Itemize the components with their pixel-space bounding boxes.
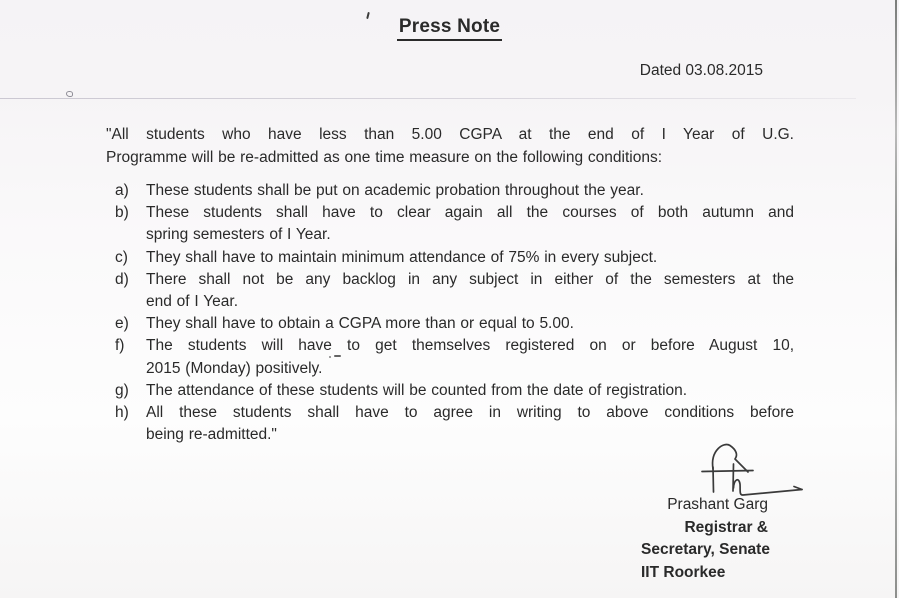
scan-artifact-page-edge <box>895 0 897 598</box>
condition-text <box>146 202 794 246</box>
conditions-list <box>115 180 794 446</box>
intro-line-1: "All students who have less than 5.00 CGPA at the end of I Year of U.G. <box>106 126 794 143</box>
condition-item-b <box>115 202 794 246</box>
condition-label: d) <box>115 270 129 288</box>
intro-paragraph <box>106 124 794 169</box>
condition-item-d <box>115 269 794 313</box>
condition-text <box>146 247 794 269</box>
condition-label: f) <box>115 337 125 355</box>
scan-artifact-speck <box>66 91 73 97</box>
condition-item-c <box>115 247 794 269</box>
condition-label: a) <box>115 182 129 199</box>
signature-scribble <box>690 438 810 500</box>
condition-label: c) <box>115 248 128 266</box>
condition-label: h) <box>115 404 129 422</box>
condition-line: The students will have to get themselves registered on or before August 10, <box>146 337 794 355</box>
condition-line: The attendance of these students will be counted from the date of registration. <box>146 381 688 399</box>
condition-text <box>146 269 794 313</box>
signatory-block <box>641 494 768 584</box>
condition-line: They shall have to maintain minimum attendance of 75% in every subject. <box>146 248 658 266</box>
document-title: Press Note <box>397 16 502 41</box>
condition-line: end of I Year. <box>146 293 239 311</box>
condition-item-a <box>115 180 794 202</box>
condition-text <box>146 180 794 202</box>
condition-item-g <box>115 380 794 402</box>
condition-label: b) <box>115 204 129 222</box>
condition-line: They shall have to obtain a CGPA more than or equal to 5.00. <box>146 315 574 333</box>
condition-line: These students shall be put on academic probation throughout the year. <box>146 182 644 199</box>
condition-item-f <box>115 335 794 379</box>
scan-artifact-horizontal-line <box>0 98 856 99</box>
condition-line: 2015 (Monday) positively. <box>146 359 323 377</box>
date-line: Dated 03.08.2015 <box>639 62 763 79</box>
handwritten-signature <box>690 438 810 500</box>
condition-line: All these students shall have to agree in writing to above conditions before <box>146 404 794 422</box>
condition-item-e <box>115 313 794 335</box>
condition-line: There shall not be any backlog in any subject in either of the semesters at the <box>146 270 794 288</box>
condition-text <box>146 313 794 335</box>
condition-line: These students shall have to clear again all the courses of both autumn and <box>146 204 794 222</box>
signatory-role-line-3: IIT Roorkee <box>641 563 726 581</box>
signatory-name: Prashant Garg <box>667 496 768 513</box>
condition-line: being re-admitted." <box>146 426 277 444</box>
condition-label: g) <box>115 381 129 399</box>
signatory-role-line-2: Secretary, Senate <box>641 541 770 558</box>
signatory-role-line-1: Registrar & <box>684 518 768 536</box>
condition-line: spring semesters of I Year. <box>146 226 331 244</box>
condition-text <box>146 335 794 379</box>
intro-line-2: Programme will be re-admitted as one time measure on the following conditions: <box>106 148 663 166</box>
condition-text <box>146 380 794 402</box>
document-title-row <box>0 16 899 41</box>
condition-label: e) <box>115 315 129 333</box>
